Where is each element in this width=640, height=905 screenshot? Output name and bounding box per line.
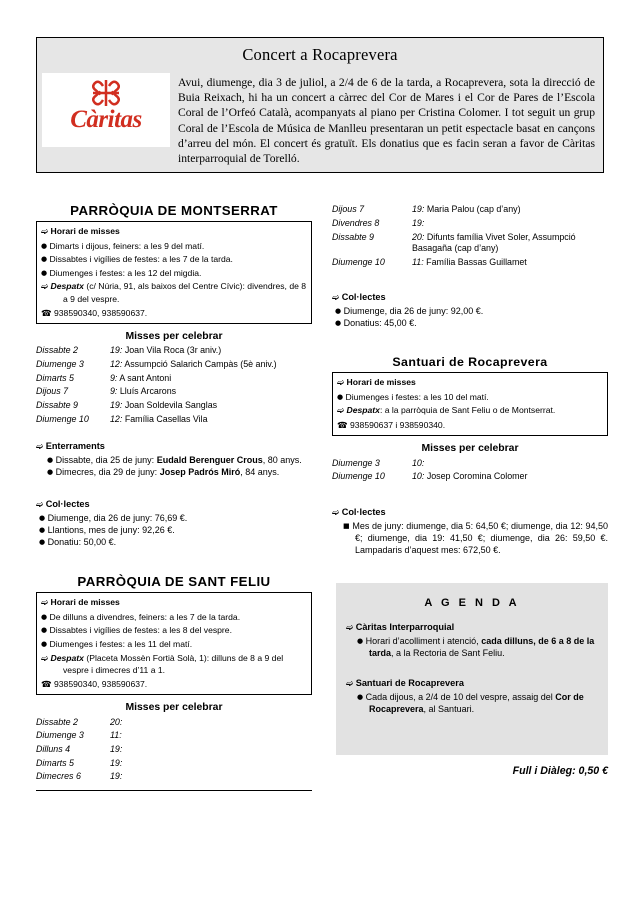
arrow-bullet-icon: ➫ — [337, 406, 345, 417]
concert-header-box — [36, 37, 604, 173]
dot-bullet-icon: ● — [337, 392, 344, 401]
dot-bullet-icon: ● — [39, 526, 46, 535]
footer-price: Full i Diàleg: 0,50 € — [512, 765, 608, 777]
santfeliu-title: PARRÒQUIA DE SANT FELIU — [77, 574, 271, 590]
list-item: ● Horari d’acolliment i atenció, cada dilluns, de 6 a 8 de la tarda, a la Rectoria de Sant Feliu. — [357, 636, 595, 659]
agenda-section-heading: ➫ Càritas Interparroquial — [346, 622, 455, 633]
despatx-label: Despatx — [346, 405, 380, 416]
santfeliu-despatx — [41, 652, 307, 678]
table-row: Dimecres 6 19: — [36, 771, 123, 782]
table-row: Dissabte 2 20: — [36, 716, 123, 727]
montserrat-burials-section — [36, 440, 312, 478]
phone-icon: ☎ — [41, 679, 52, 690]
santfeliu-schedule-item: ● Dissabtes i vigílies de festes: a les 8 del vespre. — [41, 625, 232, 636]
table-row: Diumenge 10 10: Josep Coromina Colomer — [332, 471, 528, 482]
rocaprevera-despatx — [337, 404, 603, 419]
agenda-panel — [336, 583, 608, 755]
rocaprevera-title: Santuari de Rocaprevera — [392, 354, 548, 369]
dot-bullet-icon: ● — [335, 306, 342, 315]
agenda-title: A G E N D A — [424, 597, 520, 609]
right-column — [332, 203, 608, 556]
arrow-bullet-icon: ➫ — [36, 442, 44, 453]
rocaprevera-schedule-heading: ➫ Horari de misses — [337, 376, 416, 388]
dot-bullet-icon: ● — [357, 637, 364, 646]
page-title: Concert a Rocaprevera — [242, 45, 398, 64]
montserrat-misses-table — [36, 344, 312, 426]
collects-heading: ➫ Col·lectes — [332, 291, 386, 303]
list-item: ● Dissabte, dia 25 de juny: Eudald Berenguer Crous, 80 anys. — [47, 455, 302, 466]
dot-bullet-icon: ● — [357, 692, 364, 701]
arrow-bullet-icon: ➫ — [332, 292, 340, 303]
table-row: Divendres 8 19: — [332, 217, 425, 228]
montserrat-info-box — [36, 221, 312, 324]
concert-paragraph: Avui, diumenge, dia 3 de juliol, a 2/4 de 6 de la tarda, a Rocaprevera, sota la direcció de Buia Reixach, hi ha un concert a càrrec del Cor de Mares i el Cor de Pares de l’Escola Coral de l’Orfeó Català, acompanyats al piano per Cristina Colomer. I tot seguit un grup Coral de l’Escola de Música de Manlleu presentaran un petit espectacle basat en cançons d’arreu del món. El concert és gratuït. Els donatius que es facin seran a favor de Càritas interparroquial de Torelló. — [178, 76, 595, 166]
rocaprevera-misses-heading: Misses per celebrar — [421, 443, 519, 455]
column-divider — [36, 790, 312, 791]
dot-bullet-icon: ● — [39, 538, 46, 547]
montserrat-despatx — [41, 280, 307, 306]
phone-icon: ☎ — [41, 308, 52, 319]
rocaprevera-misses-table — [332, 456, 608, 483]
montserrat-schedule-item: ● Dimarts i dijous, feiners: a les 9 del matí. — [41, 240, 205, 251]
arrow-bullet-icon: ➫ — [41, 598, 49, 609]
list-item: ● Donatius: 45,00 €. — [335, 317, 417, 328]
table-row: Dissabte 9 19: Joan Soldevila Sanglas — [36, 400, 218, 411]
santfeliu-misses-table-continued — [332, 203, 608, 269]
table-row: Dimarts 5 9: A sant Antoni — [36, 372, 172, 383]
dot-bullet-icon: ● — [41, 255, 48, 264]
dot-bullet-icon: ● — [41, 612, 48, 621]
table-row: Dijous 7 19: Maria Palou (cap d’any) — [332, 204, 521, 215]
dot-bullet-icon: ● — [335, 318, 342, 327]
arrow-bullet-icon: ➫ — [36, 500, 44, 511]
header-body — [37, 71, 603, 172]
collects-heading: ➫ Col·lectes — [332, 506, 386, 518]
table-row: Dijous 7 9: Lluís Arcarons — [36, 386, 177, 397]
despatx-text: : a la parròquia de Sant Feliu o de Montserrat. — [379, 405, 556, 416]
list-item: ● Dimecres, dia 29 de juny: Josep Padrós Miró, 84 anys. — [47, 467, 280, 478]
santfeliu-collects-section — [332, 291, 608, 329]
santfeliu-misses-heading: Misses per celebrar — [125, 702, 223, 714]
santfeliu-schedule-item: ● De dilluns a divendres, feiners: a les 7 de la tarda. — [41, 611, 241, 622]
table-row: Diumenge 3 10: — [332, 457, 425, 468]
rocaprevera-schedule-item: ● Diumenges i festes: a les 10 del matí. — [337, 391, 489, 402]
arrow-bullet-icon: ➫ — [41, 282, 49, 293]
montserrat-phones: ☎ 938590340, 938590637. — [41, 307, 148, 319]
list-item: ● Llantions, mes de juny: 92,26 €. — [39, 525, 175, 536]
arrow-bullet-icon: ➫ — [41, 653, 49, 664]
despatx-text: (c/ Núria, 91, als baixos del Centre Cívic): divendres, de 8 a 9 del vespre. — [63, 281, 307, 304]
despatx-label: Despatx — [50, 652, 84, 663]
dot-bullet-icon: ● — [41, 639, 48, 648]
santfeliu-misses-table — [36, 715, 312, 783]
arrow-bullet-icon: ➫ — [337, 377, 345, 388]
dot-bullet-icon: ● — [41, 626, 48, 635]
arrow-bullet-icon: ➫ — [332, 507, 340, 518]
montserrat-misses-heading: Misses per celebrar — [125, 331, 223, 343]
square-bullet-icon: ■ — [343, 521, 350, 530]
despatx-label: Despatx — [50, 281, 84, 292]
list-item: ● Diumenge, dia 26 de juny: 76,69 €. — [39, 513, 188, 524]
table-row: Diumenge 3 12: Assumpció Salarich Campàs (5è aniv.) — [36, 359, 277, 370]
dot-bullet-icon: ● — [41, 268, 48, 277]
table-row: Dilluns 4 19: — [36, 743, 123, 754]
caritas-logo — [42, 73, 170, 147]
santfeliu-schedule-heading: ➫ Horari de misses — [41, 597, 120, 609]
dot-bullet-icon: ● — [47, 456, 54, 465]
rocaprevera-info-box — [332, 372, 608, 436]
burials-heading: ➫ Enterraments — [36, 441, 105, 453]
table-row: Dissabte 2 19: Joan Vila Roca (3r aniv.) — [36, 345, 222, 356]
montserrat-schedule-item: ● Dissabtes i vigílies de festes: a les 7 de la tarda. — [41, 254, 233, 265]
santfeliu-schedule-item: ● Diumenges i festes: a les 11 del matí. — [41, 638, 193, 649]
agenda-section-rocaprevera — [346, 677, 598, 716]
list-item: ● Donatiu: 50,00 €. — [39, 537, 117, 548]
table-row: Diumenge 3 11: — [36, 730, 122, 741]
montserrat-schedule-heading: ➫ Horari de misses — [41, 226, 120, 237]
arrow-bullet-icon: ➫ — [41, 227, 49, 237]
montserrat-schedule-item: ● Diumenges i festes: a les 12 del migdia. — [41, 267, 202, 278]
dot-bullet-icon: ● — [47, 468, 54, 477]
dot-bullet-icon: ● — [39, 514, 46, 523]
rocaprevera-collects-section — [332, 506, 608, 556]
rocaprevera-phones: ☎ 938590637 i 938590340. — [337, 419, 446, 431]
table-row: Diumenge 10 12: Família Casellas Vila — [36, 413, 208, 424]
list-item: ■ Mes de juny: diumenge, dia 5: 64,50 €; diumenge, dia 12: 94,50 €; diumenge, dia 19: 41,50 €; diumenge, dia 26: 59,50 €. Lampadaris d’aquest mes: 672,50 €. — [343, 520, 608, 555]
agenda-section-caritas — [346, 621, 598, 660]
arrow-bullet-icon: ➫ — [346, 623, 354, 633]
santfeliu-phones: ☎ 938590340, 938590637. — [41, 678, 148, 690]
table-row: Dimarts 5 19: — [36, 757, 123, 768]
santfeliu-info-box — [36, 592, 312, 695]
montserrat-title: PARRÒQUIA DE MONTSERRAT — [70, 203, 278, 218]
phone-icon: ☎ — [337, 420, 348, 431]
left-column — [36, 203, 312, 791]
caritas-cross-hearts-icon — [80, 76, 132, 110]
list-item: ● Diumenge, dia 26 de juny: 92,00 €. — [335, 305, 484, 316]
montserrat-collects-section — [36, 498, 312, 548]
collects-heading: ➫ Col·lectes — [36, 499, 90, 511]
table-row: Diumenge 10 11: Família Bassas Guillamet — [332, 256, 527, 267]
dot-bullet-icon: ● — [41, 241, 48, 250]
despatx-text: (Placeta Mossèn Fortià Solà, 1): dilluns de 8 a 9 del vespre i dimecres d’11 a 1. — [63, 652, 284, 676]
arrow-bullet-icon: ➫ — [346, 678, 354, 689]
table-row: Dissabte 9 20: Difunts família Vivet Soler, Assumpció Basagaña (cap d’any) — [332, 231, 576, 253]
agenda-section-heading: ➫ Santuari de Rocaprevera — [346, 677, 464, 689]
list-item: ● Cada dijous, a 2/4 de 10 del vespre, assaig del Cor de Rocaprevera, al Santuari. — [357, 691, 584, 715]
caritas-logo-text: Càritas — [70, 106, 142, 133]
